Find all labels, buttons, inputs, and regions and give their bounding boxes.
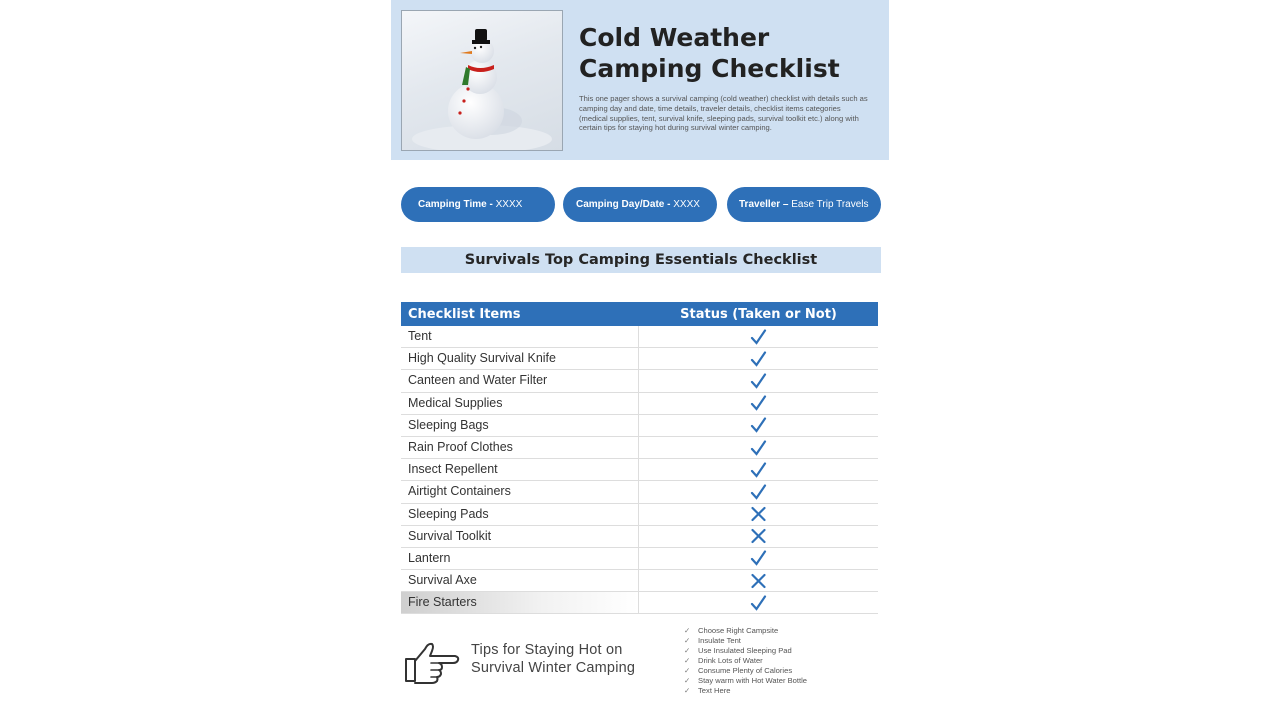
table-row [401, 393, 878, 415]
header-checklist-items: Checklist Items [408, 307, 521, 322]
checklist-item-label: Airtight Containers [401, 481, 639, 502]
list-item [684, 626, 884, 636]
list-item [684, 666, 884, 676]
camping-time-label: Camping Time - [418, 198, 496, 210]
tip-text: Consume Plenty of Calories [698, 666, 793, 675]
pointing-hand-icon [403, 637, 461, 687]
tip-text: Stay warm with Hot Water Bottle [698, 676, 808, 685]
checkmark-icon [750, 550, 767, 566]
checklist-table [401, 302, 878, 614]
status-cell [639, 393, 878, 414]
tip-text: Use Insulated Sleeping Pad [698, 646, 792, 655]
checklist-item-label: High Quality Survival Knife [401, 348, 639, 369]
page-title [579, 22, 879, 84]
list-item [684, 676, 884, 686]
table-row [401, 592, 878, 614]
checkmark-icon: ✓ [684, 676, 691, 685]
traveller-pill [727, 187, 881, 222]
checkmark-icon [750, 417, 767, 433]
list-item [684, 656, 884, 666]
checkmark-icon [750, 395, 767, 411]
checklist-item-label: Fire Starters [401, 592, 639, 613]
tip-text: Drink Lots of Water [698, 656, 763, 665]
checkmark-icon [750, 373, 767, 389]
tip-text: Choose Right Campsite [698, 626, 779, 635]
status-cell [639, 504, 878, 525]
table-row [401, 481, 878, 503]
status-cell [639, 592, 878, 613]
one-pager [391, 0, 889, 720]
checkmark-icon [750, 462, 767, 478]
list-item [684, 646, 884, 656]
checklist-item-label: Insect Repellent [401, 459, 639, 480]
list-item [684, 636, 884, 646]
checklist-item-label: Canteen and Water Filter [401, 370, 639, 391]
snowman-photo [401, 10, 563, 151]
status-cell [639, 459, 878, 480]
table-row [401, 326, 878, 348]
snowman-illustration [402, 11, 562, 150]
table-body [401, 326, 878, 614]
tips-title-line-2: Survival Winter Camping [471, 659, 636, 676]
camping-date-value: XXXX [673, 198, 700, 210]
table-row [401, 348, 878, 370]
cross-icon [750, 573, 767, 589]
status-cell [639, 526, 878, 547]
header-banner [391, 0, 889, 160]
traveller-value: Ease Trip Travels [791, 198, 869, 210]
title-line-1: Cold Weather [579, 23, 770, 52]
tips-list [684, 626, 884, 696]
status-cell [639, 370, 878, 391]
list-item [684, 686, 884, 696]
table-row [401, 570, 878, 592]
status-cell [639, 415, 878, 436]
checkmark-icon: ✓ [684, 666, 691, 675]
checkmark-icon [750, 440, 767, 456]
tip-text: Text Here [698, 686, 731, 695]
table-row [401, 415, 878, 437]
tips-title-line-1: Tips for Staying Hot on [471, 642, 623, 658]
table-row [401, 548, 878, 570]
checklist-item-label: Sleeping Pads [401, 504, 639, 525]
checklist-item-label: Tent [401, 326, 639, 347]
title-line-2: Camping Checklist [579, 54, 840, 83]
checkmark-icon [750, 329, 767, 345]
camping-time-value: XXXX [495, 198, 523, 210]
checkmark-icon [750, 484, 767, 500]
camping-time-pill [401, 187, 555, 222]
checklist-item-label: Rain Proof Clothes [401, 437, 639, 458]
header-status: Status (Taken or Not) [680, 307, 837, 322]
checkmark-icon [750, 351, 767, 367]
checkmark-icon: ✓ [684, 626, 691, 635]
status-cell [639, 548, 878, 569]
checkmark-icon: ✓ [684, 636, 691, 645]
checklist-item-label: Sleeping Bags [401, 415, 639, 436]
status-cell [639, 348, 878, 369]
camping-date-pill [563, 187, 717, 222]
tips-title [471, 642, 661, 677]
table-row [401, 370, 878, 392]
table-header [401, 302, 878, 326]
checklist-item-label: Medical Supplies [401, 393, 639, 414]
traveller-label: Traveller – [739, 198, 792, 210]
checklist-item-label: Survival Axe [401, 570, 639, 591]
description-text: This one pager shows a survival camping (cold weather) checklist with details such as camping day and date, time details, traveler details, checklist items categories (medical supplies, tent, survival knife, sleeping pads, survival toolkit etc.) along with certain tips for staying hot during survival winter camping. [579, 94, 868, 133]
checkmark-icon [750, 595, 767, 611]
status-cell [639, 481, 878, 502]
table-row [401, 526, 878, 548]
camping-date-label: Camping Day/Date - [576, 198, 674, 210]
tip-text: Insulate Tent [698, 636, 741, 645]
table-row [401, 459, 878, 481]
checkmark-icon: ✓ [684, 656, 691, 665]
table-row [401, 437, 878, 459]
status-cell [639, 437, 878, 458]
status-cell [639, 570, 878, 591]
table-row [401, 504, 878, 526]
cross-icon [750, 528, 767, 544]
status-cell [639, 326, 878, 347]
checklist-item-label: Lantern [401, 548, 639, 569]
checkmark-icon: ✓ [684, 646, 691, 655]
cross-icon [750, 506, 767, 522]
checkmark-icon: ✓ [684, 686, 691, 695]
checklist-item-label: Survival Toolkit [401, 526, 639, 547]
section-title: Survivals Top Camping Essentials Checklist [401, 247, 881, 273]
